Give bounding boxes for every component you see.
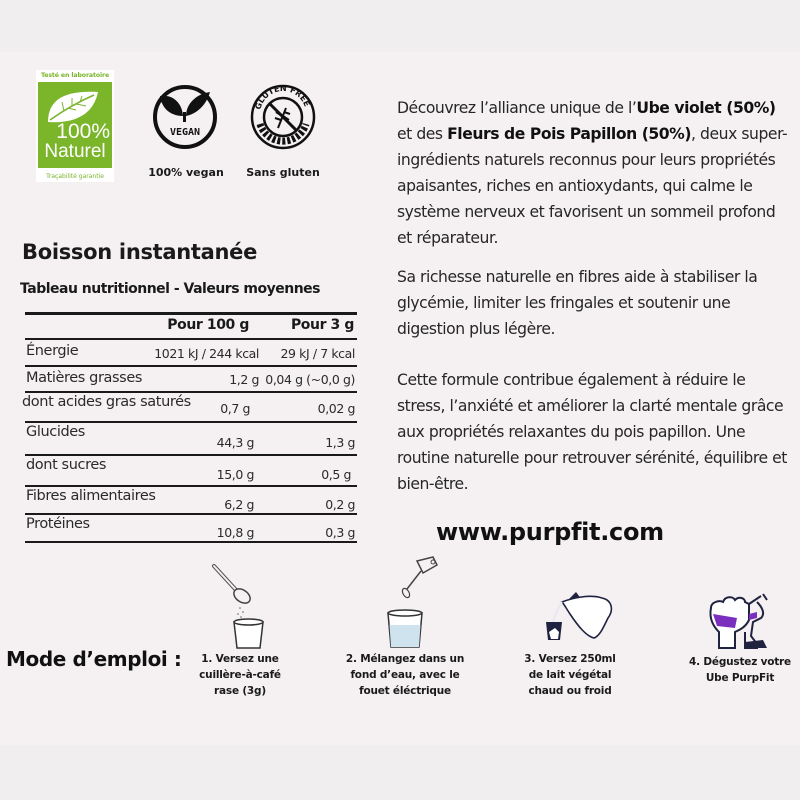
vegan-icon-text: VEGAN [169,127,201,138]
naturel-top-text: Testé en laboratoire [40,72,110,79]
description-paragraph-1 [397,95,792,251]
table-row [25,485,357,513]
row-value-3g: 0,2 g [325,497,355,512]
column-header-100g: Pour 100 g [167,317,249,333]
row-value-3g: 0,04 g (~0,0 g) [265,372,355,387]
row-label: Glucides [26,424,85,440]
step-3-text [520,651,620,699]
whisk-glass-icon [385,555,445,650]
table-row [25,365,357,391]
product-title: Boisson instantanée [22,240,258,264]
row-value-3g: 0,5 g [321,467,351,482]
desc-text: et des [397,125,448,143]
row-value-100g: 44,3 g [216,435,254,450]
table-row [25,454,357,485]
row-value-3g: 0,02 g [317,401,355,416]
gluten-icon-text: GLUTEN FREE [253,83,312,111]
step-line: 3. Versez 250ml [524,653,616,665]
nutrition-table-subtitle: Tableau nutritionnel - Valeurs moyennes [20,281,320,297]
step-line: de lait végétal [528,669,612,681]
row-value-3g: 29 kJ / 7 kcal [280,346,355,361]
nutrition-table [22,312,357,543]
table-row [25,338,357,365]
row-value-100g: 1,2 g [229,372,259,387]
vegan-icon [150,82,220,152]
step-2-text [340,651,470,699]
step-line: chaud ou froid [528,685,612,697]
mode-emploi-title: Mode d’emploi : [6,647,182,671]
step-line: 2. Mélangez dans un [345,653,465,665]
row-label: Matières grasses [26,370,142,386]
row-value-3g: 1,3 g [325,435,355,450]
step-line: 4. Dégustez votre [689,656,791,668]
desc-bold-ube: Ube violet (50%) [636,99,776,117]
gluten-free-icon [248,82,318,152]
naturel-green-panel [38,82,112,168]
row-value-100g: 0,7 g [220,401,250,416]
vegan-label: 100% vegan [148,166,224,179]
step-4-text [680,654,800,686]
spoon-glass-icon [206,560,276,650]
step-line: fond d’eau, avec le [350,669,460,681]
row-value-100g: 10,8 g [216,525,254,540]
step-line: Ube PurpFit [705,672,775,684]
naturel-percent: 100% [56,120,110,143]
naturel-word: Naturel [44,141,106,162]
naturel-badge [36,70,114,182]
gluten-free-label: Sans gluten [246,166,320,179]
desc-bold-pois-papillon: Fleurs de Pois Papillon (50%) [447,125,692,143]
step-line: 1. Versez une [201,653,279,665]
step-line: rase (3g) [214,685,266,697]
table-row [25,421,357,454]
row-label: Protéines [26,516,90,532]
nutrition-table-header [25,312,357,338]
desc-text: Découvrez l’alliance unique de l’ [397,99,637,117]
pitcher-pour-icon [540,590,620,648]
row-label: Fibres alimentaires [26,488,156,504]
website-link[interactable]: www.purpfit.com [436,518,664,546]
description-paragraph-3: Cette formule contribue également à réduire le stress, l’anxiété et améliorer la clarté mentale grâce aux propriétés relaxantes du pois papillon. Une routine naturelle pour retrouver sérénité, équilibre et bien-être. [397,371,787,493]
row-label: dont sucres [26,457,106,473]
table-row [25,513,357,543]
row-label: dont acides gras saturés [22,394,191,410]
step-line: cuillère-à-café [199,669,281,681]
row-label: Énergie [26,343,79,359]
row-value-100g: 6,2 g [224,497,254,512]
naturel-bottom-text: Traçabilité garantie [46,173,104,180]
column-header-3g: Pour 3 g [290,317,354,333]
desc-text: , deux super-ingrédients naturels reconnus pour leurs propriétés apaisantes, riches en antioxydants, qui calme le système nerveux et favorisent un sommeil profond et réparateur. [397,125,788,247]
description-paragraph-2: Sa richesse naturelle en fibres aide à stabiliser la glycémie, limiter les fringales et soutenir une digestion plus légère. [397,268,758,338]
table-row [22,391,357,421]
row-value-100g: 1021 kJ / 244 kcal [154,346,259,361]
row-value-3g: 0,3 g [325,525,355,540]
row-value-100g: 15,0 g [216,467,254,482]
step-1-text [190,651,290,699]
step-line: fouet éléctrique [359,685,451,697]
drink-toast-icon [705,592,775,650]
